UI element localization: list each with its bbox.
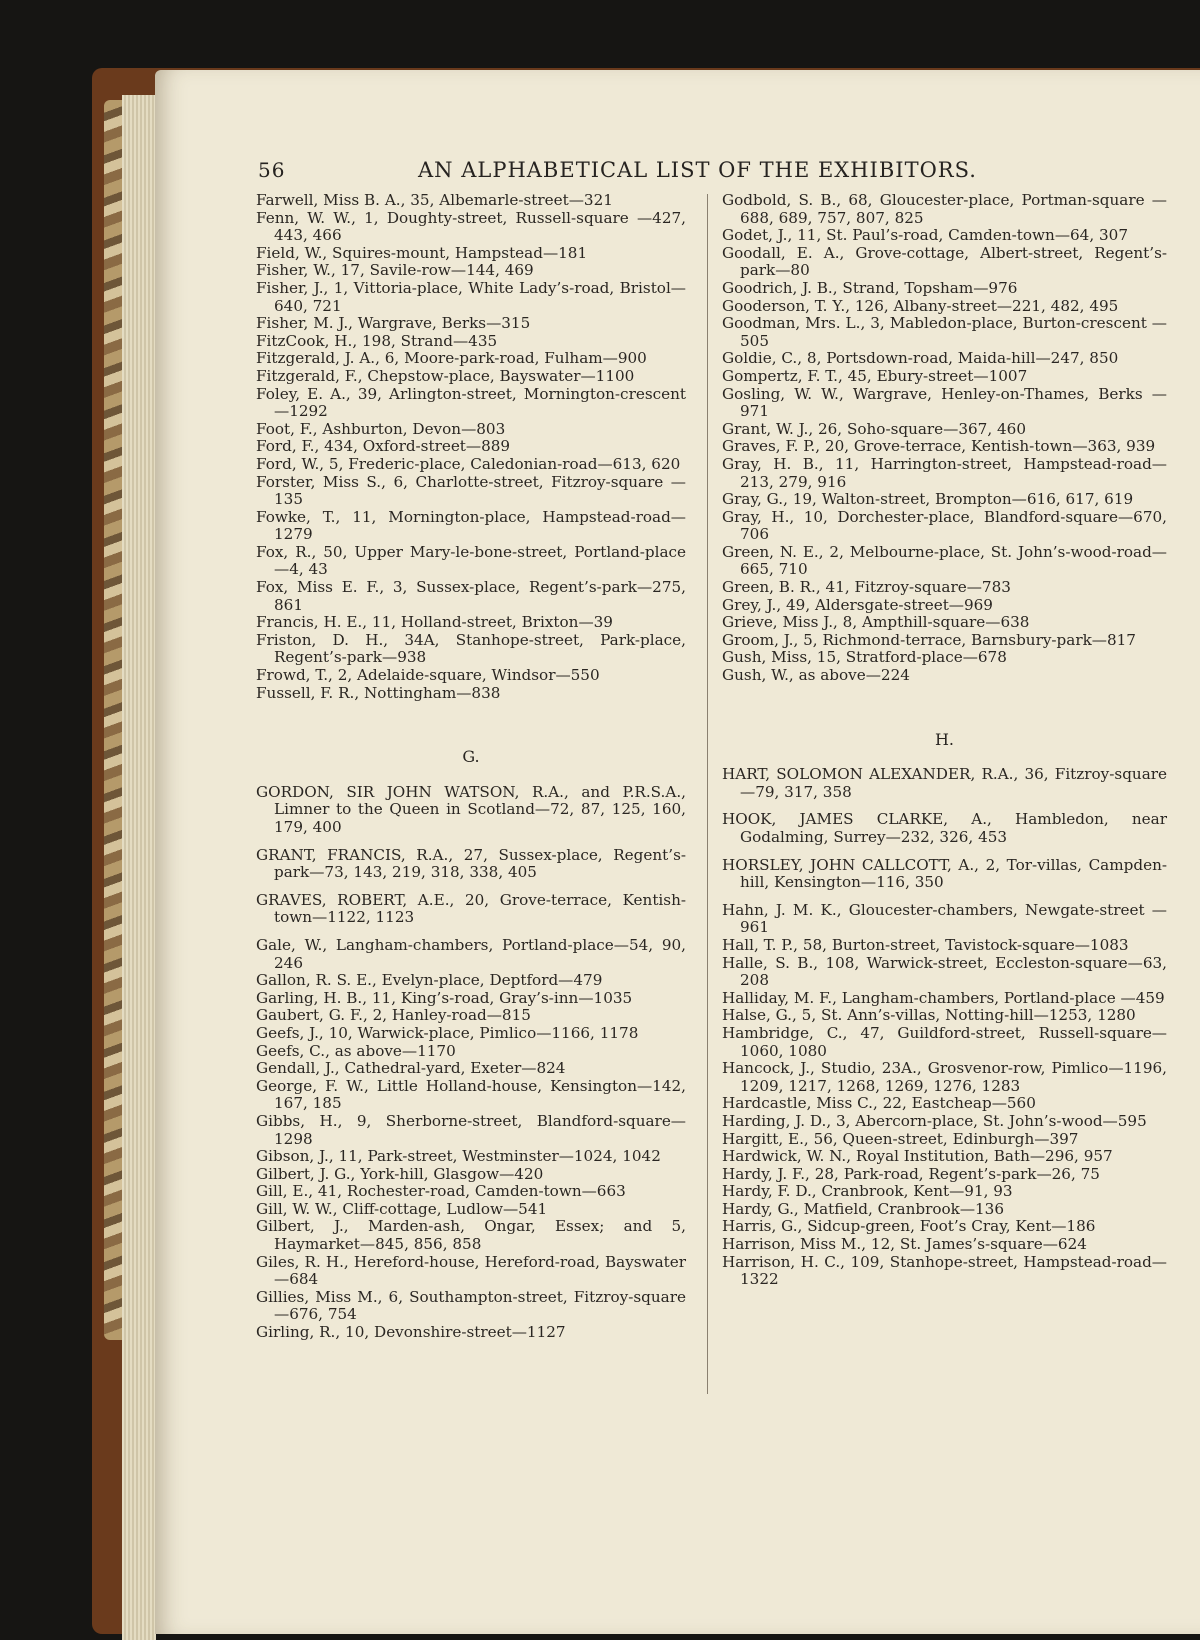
exhibitor-entry: Harding, J. D., 3, Abercorn-place, St. John’s-wood—595 (722, 1111, 1147, 1130)
exhibitor-entry: Grey, J., 49, Aldersgate-street—969 (722, 595, 993, 614)
exhibitor-entry: FitzCook, H., 198, Strand—435 (256, 331, 498, 350)
exhibitor-entry: Giles, R. H., Hereford-house, Hereford-road, Bayswater—684 (256, 1252, 686, 1289)
exhibitor-entry: Fitzgerald, F., Chepstow-place, Bayswater—1100 (256, 366, 635, 385)
exhibitor-entry: Gooderson, T. Y., 126, Albany-street—221, 482, 495 (722, 296, 1119, 315)
members-g-list (256, 784, 686, 927)
exhibitor-entry: Gilbert, J., Marden-ash, Ongar, Essex; and 5, Haymarket—845, 856, 858 (256, 1217, 686, 1254)
exhibitor-entry: George, F. W., Little Holland-house, Kensington—142, 167, 185 (256, 1076, 686, 1113)
exhibitor-entry: Gillies, Miss M., 6, Southampton-street, Fitzroy-square—676, 754 (256, 1287, 686, 1324)
exhibitor-entry: Fowke, T., 11, Mornington-place, Hampstead-road—1279 (256, 507, 686, 544)
page-title: AN ALPHABETICAL LIST OF THE EXHIBITORS. (418, 158, 977, 182)
exhibitor-entry: Garling, H. B., 11, King’s-road, Gray’s-inn—1035 (256, 988, 633, 1007)
exhibitor-entry: Halle, S. B., 108, Warwick-street, Eccleston-square—63, 208 (722, 953, 1167, 990)
exhibitor-entry: Fox, R., 50, Upper Mary-le-bone-street, Portland-place—4, 43 (256, 542, 686, 579)
exhibitor-entry: Gibbs, H., 9, Sherborne-street, Blandford-square—1298 (256, 1111, 686, 1148)
exhibitor-entry: Fisher, W., 17, Savile-row—144, 469 (256, 261, 534, 280)
exhibitor-entry: Ford, W., 5, Frederic-place, Caledonian-road—613, 620 (256, 454, 681, 473)
exhibitor-entry: Harrison, Miss M., 12, St. James’s-square—624 (722, 1235, 1087, 1254)
section-heading-h: H. (934, 729, 955, 749)
page-edges (122, 95, 156, 1640)
member-entry: GRAVES, ROBERT, A.E., 20, Grove-terrace, Kentish-town—1122, 1123 (256, 890, 686, 927)
exhibitor-entry: Godbold, S. B., 68, Gloucester-place, Portman-square —688, 689, 757, 807, 825 (722, 191, 1167, 227)
exhibitor-entry: Gray, G., 19, Walton-street, Brompton—616, 617, 619 (722, 490, 1134, 509)
exhibitor-entry: Gill, W. W., Cliff-cottage, Ludlow—541 (256, 1199, 548, 1218)
exhibitor-entry: Gush, W., as above—224 (722, 666, 910, 685)
exhibitor-entry: Hardcastle, Miss C., 22, Eastcheap—560 (722, 1094, 1036, 1113)
exhibitor-entry: Gaubert, G. F., 2, Hanley-road—815 (256, 1006, 531, 1025)
exhibitor-entry: Francis, H. E., 11, Holland-street, Brixton—39 (256, 613, 613, 632)
exhibitor-entry: Goodrich, J. B., Strand, Topsham—976 (722, 278, 1018, 297)
exhibitor-entry: Field, W., Squires-mount, Hampstead—181 (256, 243, 588, 262)
exhibitor-entry: Grant, W. J., 26, Soho-square—367, 460 (722, 419, 1026, 438)
exhibitor-entry: Fussell, F. R., Nottingham—838 (256, 683, 501, 702)
section-heading-g: G. (462, 747, 480, 767)
exhibitor-entry: Green, N. E., 2, Melbourne-place, St. John’s-wood-road—665, 710 (722, 542, 1167, 579)
exhibitor-entry: Hargitt, E., 56, Queen-street, Edinburgh—397 (722, 1129, 1079, 1148)
member-entry: HART, SOLOMON ALEXANDER, R.A., 36, Fitzroy-square—79, 317, 358 (722, 765, 1167, 801)
exhibitor-entry: Hardy, G., Matfield, Cranbrook—136 (722, 1199, 1004, 1218)
exhibitor-entry: Girling, R., 10, Devonshire-street—1127 (256, 1323, 566, 1342)
entries-h-list (722, 902, 1167, 1289)
exhibitor-entry: Gibson, J., 11, Park-street, Westminster—1024, 1042 (256, 1147, 661, 1166)
exhibitor-entry: Godet, J., 11, St. Paul’s-road, Camden-town—64, 307 (722, 226, 1128, 245)
exhibitor-entry: Foot, F., Ashburton, Devon—803 (256, 419, 506, 438)
exhibitor-entry: Gray, H. B., 11, Harrington-street, Hampstead-road—213, 279, 916 (722, 454, 1167, 491)
exhibitor-entry: Hardy, J. F., 28, Park-road, Regent’s-park—26, 75 (722, 1164, 1100, 1183)
exhibitor-entry: Fisher, M. J., Wargrave, Berks—315 (256, 314, 531, 333)
column-divider (707, 194, 708, 1394)
entries-g-list (256, 937, 686, 1342)
member-entry: GORDON, SIR JOHN WATSON, R.A., and P.R.S.A., Limner to the Queen in Scotland—72, 87, 125, 160, 179, 400 (256, 782, 686, 836)
exhibitor-entry: Fitzgerald, J. A., 6, Moore-park-road, Fulham—900 (256, 349, 647, 368)
exhibitor-entry: Goodman, Mrs. L., 3, Mabledon-place, Burton-crescent —505 (722, 314, 1167, 350)
exhibitor-entry: Gendall, J., Cathedral-yard, Exeter—824 (256, 1059, 566, 1078)
exhibitor-entry: Forster, Miss S., 6, Charlotte-street, Fitzroy-square —135 (256, 472, 686, 509)
exhibitor-entry: Gush, Miss, 15, Stratford-place—678 (722, 648, 1007, 667)
exhibitor-entry: Hambridge, C., 47, Guildford-street, Russell-square—1060, 1080 (722, 1023, 1167, 1060)
exhibitor-entry: Hardy, F. D., Cranbrook, Kent—91, 93 (722, 1182, 1013, 1201)
member-entry: HORSLEY, JOHN CALLCOTT, A., 2, Tor-villas, Campden-hill, Kensington—116, 350 (722, 855, 1167, 892)
member-entry: GRANT, FRANCIS, R.A., 27, Sussex-place, Regent’s-park—73, 143, 219, 318, 338, 405 (256, 845, 686, 882)
exhibitor-entry: Fenn, W. W., 1, Doughty-street, Russell-square —427, 443, 466 (256, 208, 686, 245)
exhibitor-entry: Farwell, Miss B. A., 35, Albemarle-street—321 (256, 191, 613, 209)
entries-f-list (256, 192, 686, 702)
entries-g-continued-list (722, 192, 1167, 685)
exhibitor-entry: Harris, G., Sidcup-green, Foot’s Cray, Kent—186 (722, 1217, 1096, 1236)
members-h-list (722, 766, 1167, 892)
exhibitor-entry: Halse, G., 5, St. Ann’s-villas, Notting-hill—1253, 1280 (722, 1006, 1136, 1025)
exhibitor-entry: Fox, Miss E. F., 3, Sussex-place, Regent’s-park—275, 861 (256, 578, 686, 614)
right-column (722, 192, 1167, 1289)
exhibitor-entry: Gompertz, F. T., 45, Ebury-street—1007 (722, 366, 1028, 385)
exhibitor-entry: Gill, E., 41, Rochester-road, Camden-town—663 (256, 1182, 626, 1201)
exhibitor-entry: Ford, F., 434, Oxford-street—889 (256, 437, 511, 456)
exhibitor-entry: Hancock, J., Studio, 23A., Grosvenor-row, Pimlico—1196, 1209, 1217, 1268, 1269, 1276, 1283 (722, 1059, 1167, 1095)
exhibitor-entry: Hardwick, W. N., Royal Institution, Bath—296, 957 (722, 1147, 1113, 1166)
exhibitor-entry: Friston, D. H., 34A, Stanhope-street, Park-place, Regent’s-park—938 (256, 630, 686, 667)
exhibitor-entry: Foley, E. A., 39, Arlington-street, Mornington-crescent—1292 (256, 384, 686, 421)
exhibitor-entry: Gray, H., 10, Dorchester-place, Blandford-square—670, 706 (722, 507, 1167, 544)
exhibitor-entry: Gallon, R. S. E., Evelyn-place, Deptford—479 (256, 971, 603, 990)
exhibitor-entry: Goldie, C., 8, Portsdown-road, Maida-hill—247, 850 (722, 349, 1119, 368)
exhibitor-entry: Frowd, T., 2, Adelaide-square, Windsor—550 (256, 666, 600, 685)
exhibitor-entry: Hahn, J. M. K., Gloucester-chambers, Newgate-street —961 (722, 900, 1167, 937)
left-column (256, 192, 686, 1342)
exhibitor-entry: Geefs, C., as above—1170 (256, 1041, 456, 1060)
exhibitor-entry: Groom, J., 5, Richmond-terrace, Barnsbury-park—817 (722, 630, 1136, 649)
exhibitor-entry: Harrison, H. C., 109, Stanhope-street, Hampstead-road—1322 (722, 1252, 1167, 1289)
exhibitor-entry: Fisher, J., 1, Vittoria-place, White Lady’s-road, Bristol—640, 721 (256, 278, 686, 315)
exhibitor-entry: Gosling, W. W., Wargrave, Henley-on-Thames, Berks —971 (722, 384, 1167, 421)
exhibitor-entry: Green, B. R., 41, Fitzroy-square—783 (722, 578, 1011, 597)
page-number: 56 (258, 158, 286, 182)
exhibitor-entry: Grieve, Miss J., 8, Ampthill-square—638 (722, 613, 1030, 632)
exhibitor-entry: Gilbert, J. G., York-hill, Glasgow—420 (256, 1164, 544, 1183)
exhibitor-entry: Hall, T. P., 58, Burton-street, Tavistock-square—1083 (722, 935, 1129, 954)
member-entry: HOOK, JAMES CLARKE, A., Hambledon, near Godalming, Surrey—232, 326, 453 (722, 810, 1167, 846)
exhibitor-entry: Goodall, E. A., Grove-cottage, Albert-street, Regent’s-park—80 (722, 243, 1167, 280)
exhibitor-entry: Graves, F. P., 20, Grove-terrace, Kentish-town—363, 939 (722, 437, 1156, 456)
exhibitor-entry: Gale, W., Langham-chambers, Portland-place—54, 90, 246 (256, 935, 686, 972)
exhibitor-entry: Halliday, M. F., Langham-chambers, Portland-place —459 (722, 988, 1165, 1007)
exhibitor-entry: Geefs, J., 10, Warwick-place, Pimlico—1166, 1178 (256, 1023, 639, 1042)
